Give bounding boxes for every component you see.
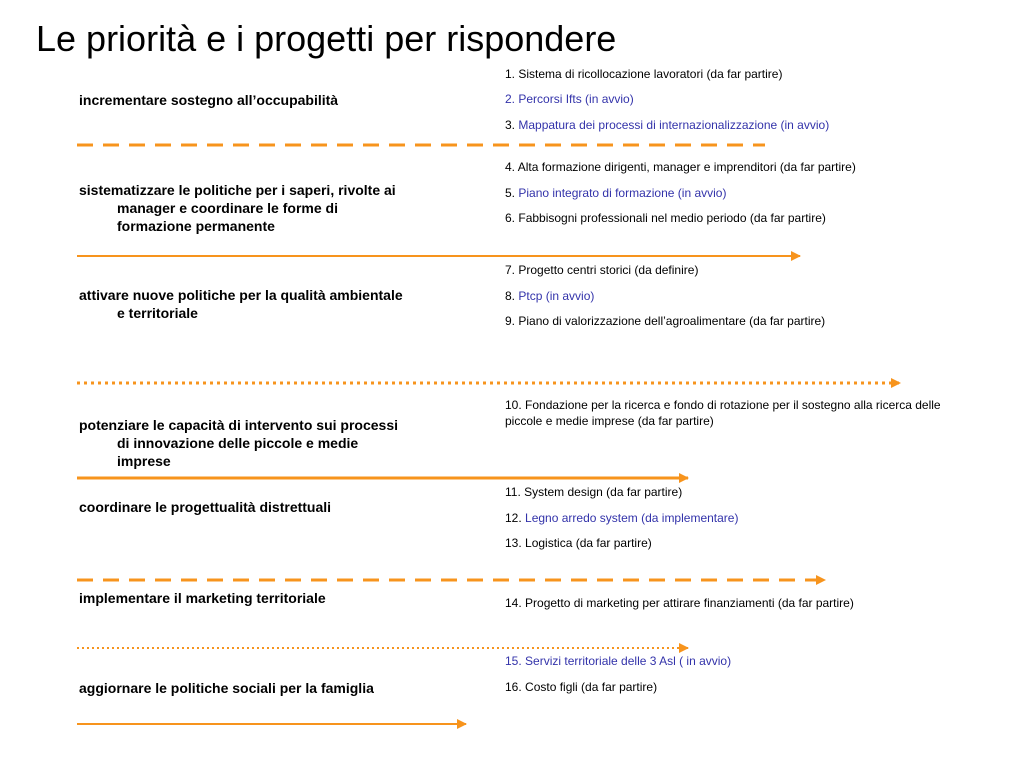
project-item: 6. Fabbisogni professionali nel medio periodo (da far partire) [505,211,826,225]
priority-2: sistematizzare le politiche per i saperi, rivolte ai manager e coordinare le forme di formazione permanente [79,182,396,234]
project-item: 4. Alta formazione dirigenti, manager e imprenditori (da far partire) [505,160,856,174]
project-item: 2. Percorsi Ifts (in avvio) [505,92,634,106]
project-item: 8. Ptcp (in avvio) [505,289,595,303]
priority-4: potenziare le capacità di intervento sui processi di innovazione delle piccole e medie imprese [79,417,398,469]
priority-3: attivare nuove politiche per la qualità ambientale e territoriale [79,287,403,321]
priority-1: incrementare sostegno all’occupabilità [79,92,339,108]
project-item: 15. Servizi territoriale delle 3 Asl ( in avvio) [505,654,732,668]
project-item: 11. System design (da far partire) [505,485,683,499]
project-item: 14. Progetto di marketing per attirare finanziamenti (da far partire) [505,596,854,610]
project-item: 13. Logistica (da far partire) [505,536,652,550]
project-item: 1. Sistema di ricollocazione lavoratori (da far partire) [505,67,783,81]
project-item: 12. Legno arredo system (da implementare) [505,511,739,525]
project-item: 7. Progetto centri storici (da definire) [505,263,699,277]
page-title: Le priorità e i progetti per rispondere [36,18,617,59]
priority-6: implementare il marketing territoriale [79,590,326,606]
project-item: 3. Mappatura dei processi di internazionalizzazione (in avvio) [505,118,830,132]
project-item: 16. Costo figli (da far partire) [505,680,658,694]
priority-7: aggiornare le politiche sociali per la famiglia [79,680,374,696]
project-item: 9. Piano di valorizzazione dell’agroalimentare (da far partire) [505,314,826,328]
project-item: 10. Fondazione per la ricerca e fondo di rotazione per il sostegno alla ricerca delle piccole e medie imprese (da far partire) [505,398,941,428]
priority-5: coordinare le progettualità distrettuali [79,499,332,515]
project-item: 5. Piano integrato di formazione (in avvio) [505,186,727,200]
